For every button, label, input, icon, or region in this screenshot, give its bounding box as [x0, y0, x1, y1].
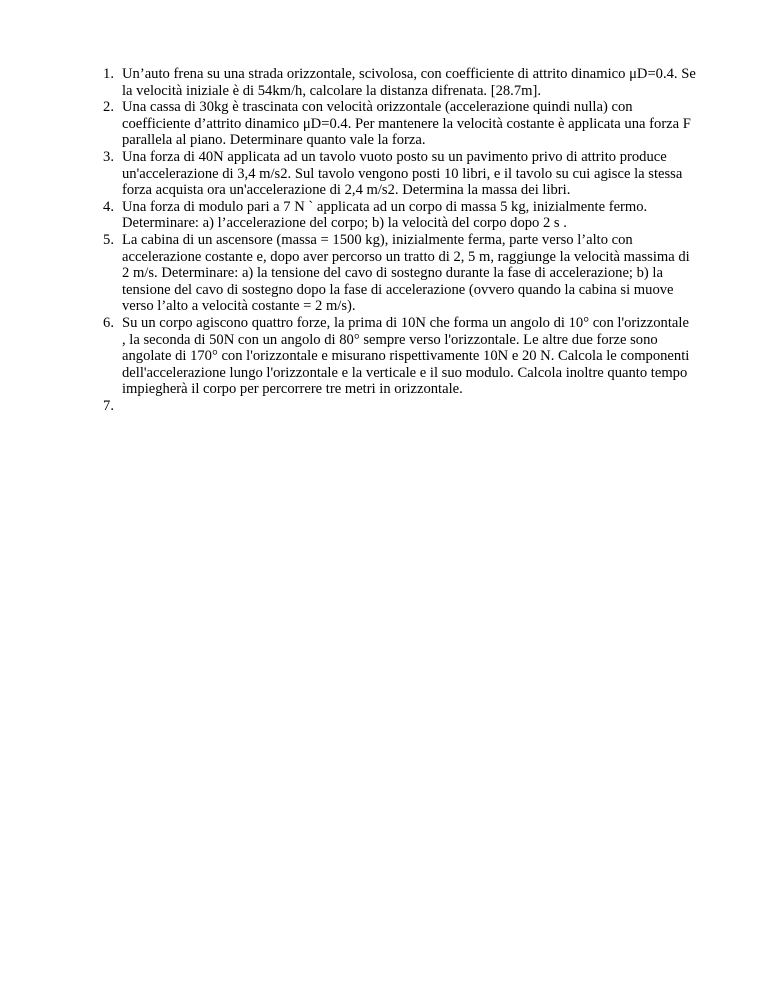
problem-item-2 — [92, 99, 696, 149]
problem-item-5 — [92, 232, 696, 315]
problem-text: La cabina di un ascensore (massa = 1500 kg), inizialmente ferma, parte verso l’alto con accelerazione costante e, dopo aver percorso un tratto di 2, 5 m, raggiunge la velocità massima di 2 m/s. Determinare: a) la tensione del cavo di sostegno durante la fase di accelerazione; b) la tensione del cavo di sostegno dopo la fase di accelerazione (ovvero quando la cabina si muove verso l’alto a velocità costante = 2 m/s). — [122, 231, 690, 315]
problem-number: 2. — [103, 99, 114, 116]
problem-item-3 — [92, 149, 696, 199]
problem-item-6 — [92, 315, 696, 398]
problem-number: 4. — [103, 198, 114, 215]
problem-number: 3. — [103, 148, 114, 165]
problem-number: 6. — [103, 314, 114, 331]
problem-text: Su un corpo agiscono quattro forze, la prima di 10N che forma un angolo di 10° con l'orizzontale , la seconda di 50N con un angolo di 80° sempre verso l'orizzontale. Le altre due forze sono angolate di 170° con l'orizzontale e misurano rispettivamente 10N e 20 N. Calcola le componenti dell'accelerazione lungo l'orizzontale e la verticale e il suo modulo. Calcola inoltre quanto tempo impiegherà il corpo per percorrere tre metri in orizzontale. — [122, 314, 690, 398]
problem-text: Un’auto frena su una strada orizzontale, scivolosa, con coefficiente di attrito dinamico μD=0.4. Se la velocità iniziale è di 54km/h, calcolare la distanza difrenata. [28.7m]. — [122, 66, 696, 99]
problem-item-1 — [92, 66, 696, 99]
problem-text: Una forza di 40N applicata ad un tavolo vuoto posto su un pavimento privo di attrito produce un'accelerazione di 3,4 m/s2. Sul tavolo vengono posti 10 libri, e il tavolo su cui agisce la stessa forza acquista ora un'accelerazione di 2,4 m/s2. Determina la massa dei libri. — [122, 148, 683, 199]
problem-item-7 — [92, 398, 696, 415]
problem-text: Una forza di modulo pari a 7 N ` applicata ad un corpo di massa 5 kg, inizialmente fermo. Determinare: a) l’accelerazione del corpo; b) la velocità del corpo dopo 2 s . — [122, 198, 648, 232]
problem-number: 7. — [103, 397, 114, 414]
problem-list — [92, 66, 696, 414]
problem-item-4 — [92, 199, 696, 232]
problem-number: 5. — [103, 231, 114, 248]
problem-text — [122, 398, 696, 415]
problem-number: 1. — [103, 66, 114, 82]
problem-text: Una cassa di 30kg è trascinata con velocità orizzontale (accelerazione quindi nulla) con coefficiente d’attrito dinamico μD=0.4. Per mantenere la velocità costante è applicata una forza F parallela al piano. Determinare quanto vale la forza. — [122, 99, 691, 149]
